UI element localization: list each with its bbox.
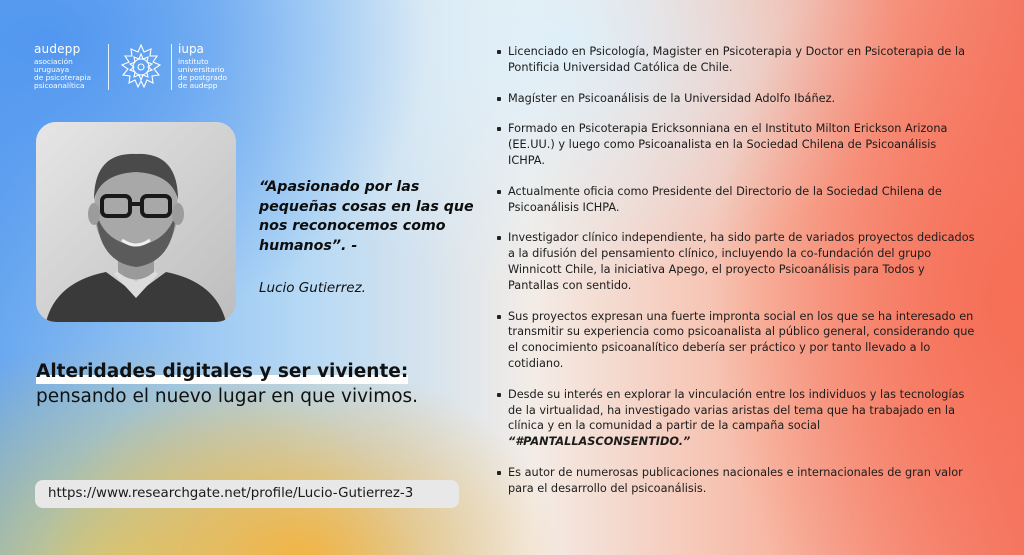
bio-item: Investigador clínico independiente, ha sido parte de variados proyectos dedicados a la difusión del pensamiento clínico, incluyendo la co-fundación del grupo Winnicott Chile, la iniciativa Apego, el proyecto Psicoanálisis para Todos y Pantallas con sentido. xyxy=(496,230,976,293)
speaker-quote: “Apasionado por las pequeñas cosas en las que nos reconocemos como humanos”. - xyxy=(259,179,474,254)
iupa-name: iupa xyxy=(178,42,204,56)
bio-item: Licenciado en Psicología, Magister en Psicoterapia y Doctor en Psicoterapia de la Pontificia Universidad Católica de Chile. xyxy=(496,44,976,76)
logo-divider-left xyxy=(108,44,109,90)
bio-item: Desde su interés en explorar la vinculación entre los individuos y las tecnologías de la virtualidad, ha investigado varias aristas del tema que ha trabajado en la clínica y en la comunidad a partir de la campaña social “#PANTALLASCONSENTIDO.” xyxy=(496,387,976,450)
talk-title-text: Alteridades digitales y ser viviente: xyxy=(36,361,409,382)
bio-item: Formado en Psicoterapia Ericksonniana en el Instituto Milton Erickson Arizona (EE.UU.) y luego como Psicoanalista en la Sociedad Chilena de Psicoanálisis ICHPA. xyxy=(496,121,976,168)
audepp-subtitle: asociación uruguaya de psicoterapia psicoanalítica xyxy=(34,57,92,90)
speaker-portrait xyxy=(36,122,236,322)
audepp-name: audepp xyxy=(34,42,81,56)
audepp-logo xyxy=(34,42,91,90)
logo-divider-right xyxy=(171,44,172,90)
talk-title xyxy=(36,361,408,382)
iupa-logo xyxy=(178,42,227,90)
person-photo-icon xyxy=(36,122,236,322)
iupa-subtitle: instituto universitario de postgrado de audepp xyxy=(178,57,228,90)
bio-item: Actualmente oficia como Presidente del Directorio de la Sociedad Chilena de Psicoanálisis ICHPA. xyxy=(496,184,976,216)
campaign-hashtag: “#PANTALLASCONSENTIDO.” xyxy=(508,435,691,449)
bio-list xyxy=(496,44,976,497)
profile-link[interactable]: https://www.researchgate.net/profile/Lucio-Gutierrez-3 xyxy=(35,480,459,508)
bio-item: Es autor de numerosas publicaciones nacionales e internacionales de gran valor para el desarrollo del psicoanálisis. xyxy=(496,465,976,497)
bio-item: Magíster en Psicoanálisis de la Universidad Adolfo Ibáñez. xyxy=(496,91,976,107)
bio-item: Sus proyectos expresan una fuerte impronta social en los que se ha interesado en transmitir su experiencia como psicoanalista al público general, considerando que el conocimiento psicoanalítico debería ser práctico y por tanto llevado a lo cotidiano. xyxy=(496,309,976,372)
talk-subtitle: pensando el nuevo lugar en que vivimos. xyxy=(36,386,419,407)
quote-author: Lucio Gutierrez. xyxy=(259,280,366,296)
mandala-logo-icon xyxy=(116,42,166,92)
